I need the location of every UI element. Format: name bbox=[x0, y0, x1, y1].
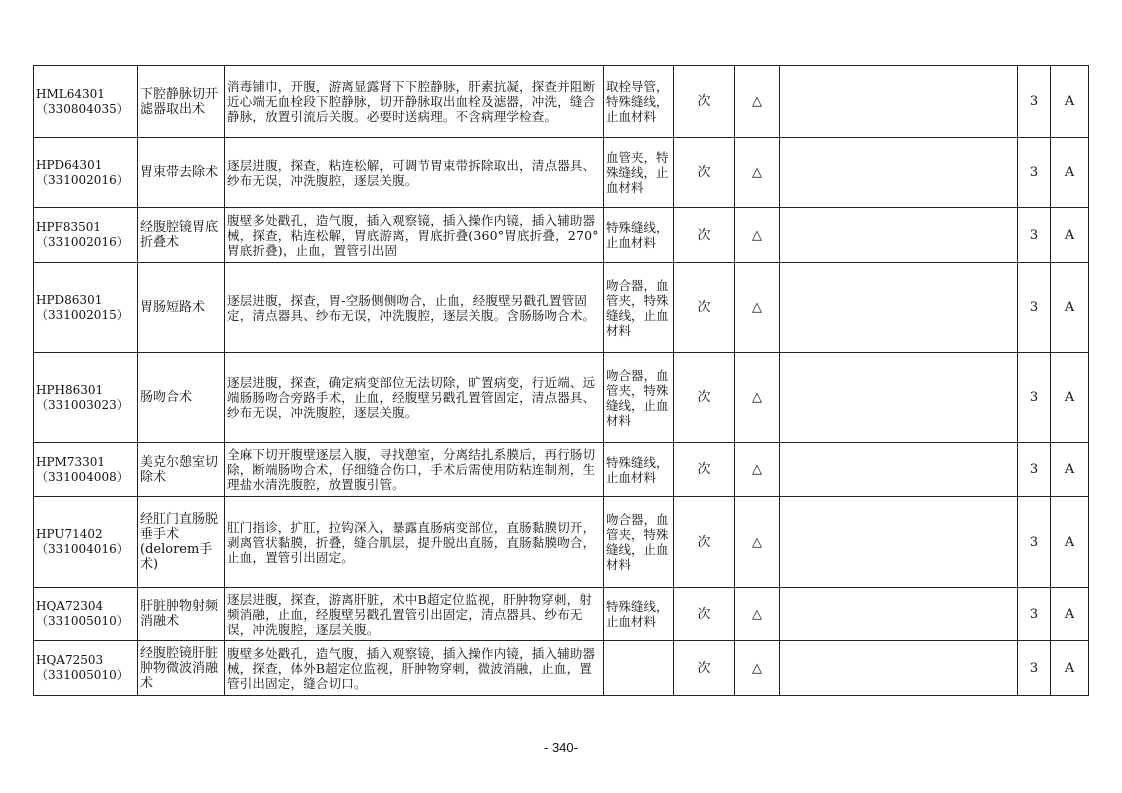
item-code-cell bbox=[34, 443, 138, 497]
unit: 次 bbox=[674, 588, 735, 641]
item-description: 腹壁多处戳孔，造气腹，插入观察镜，插入操作内镜，插入辅助器械，探查，体外B超定位监视，肝肿物穿刺，微波消融，止血，置管引出固定，缝合切口。 bbox=[225, 641, 604, 696]
item-description: 腹壁多处戳孔，造气腹，插入观察镜，插入操作内镜，插入辅助器械，探查，粘连松解，胃底游离，胃底折叠(360°胃底折叠，270°胃底折叠)，止血，置管引出固 bbox=[225, 208, 604, 263]
item-name: 胃肠短路术 bbox=[138, 263, 225, 353]
excluded-materials: 血管夹，特殊缝线，止血材料 bbox=[604, 138, 674, 208]
unit: 次 bbox=[674, 641, 735, 696]
notes-cell bbox=[780, 66, 1018, 138]
excluded-materials bbox=[604, 641, 674, 696]
notes-cell bbox=[780, 138, 1018, 208]
item-description: 逐层进腹，探查，胃-空肠侧侧吻合，止血，经腹壁另戳孔置管固定，清点器具、纱布无误，冲洗腹腔，逐层关腹。含肠肠吻合术。 bbox=[225, 263, 604, 353]
excluded-materials: 吻合器，血管夹，特殊缝线，止血材料 bbox=[604, 353, 674, 443]
unit: 次 bbox=[674, 497, 735, 588]
legacy-code: （331002015） bbox=[36, 307, 129, 322]
item-code: HPH86301 bbox=[36, 382, 104, 397]
legacy-code: （331004016） bbox=[36, 542, 129, 556]
item-code-cell bbox=[34, 66, 138, 138]
class-letter: A bbox=[1051, 497, 1089, 588]
item-code: HPU71402 bbox=[36, 527, 103, 541]
legacy-code: （331002016） bbox=[36, 235, 129, 249]
item-code: HQA72304 bbox=[36, 599, 104, 613]
excluded-materials: 特殊缝线，止血材料 bbox=[604, 208, 674, 263]
table-row bbox=[34, 443, 1089, 497]
unit: 次 bbox=[674, 263, 735, 353]
excluded-materials: 取栓导管，特殊缝线，止血材料 bbox=[604, 66, 674, 138]
triangle-mark: △ bbox=[735, 443, 780, 497]
level-number: 3 bbox=[1018, 641, 1051, 696]
item-description: 全麻下切开腹壁逐层入腹，寻找憩室，分离结扎系膜后，再行肠切除，断端肠吻合术，仔细缝合伤口，手术后需使用防粘连制剂，生理盐水清洗腹腔，放置腹引管。 bbox=[225, 443, 604, 497]
notes-cell bbox=[780, 208, 1018, 263]
item-name: 经肛门直肠脱垂手术(delorem手术) bbox=[138, 497, 225, 588]
legacy-code: （331005010） bbox=[36, 614, 129, 628]
class-letter: A bbox=[1051, 588, 1089, 641]
item-code: HPM73301 bbox=[36, 454, 105, 469]
page-number: - 340- bbox=[544, 740, 578, 755]
level-number: 3 bbox=[1018, 66, 1051, 138]
fee-table bbox=[33, 65, 1089, 696]
unit: 次 bbox=[674, 353, 735, 443]
class-letter: A bbox=[1051, 353, 1089, 443]
legacy-code: （331003023） bbox=[36, 397, 129, 412]
class-letter: A bbox=[1051, 66, 1089, 138]
class-letter: A bbox=[1051, 263, 1089, 353]
item-description: 逐层进腹，探查，粘连松解，可调节胃束带拆除取出，清点器具、纱布无误，冲洗腹腔，逐层关腹。 bbox=[225, 138, 604, 208]
item-name: 肝脏肿物射频消融术 bbox=[138, 588, 225, 641]
legacy-code: （331002016） bbox=[36, 172, 129, 187]
notes-cell bbox=[780, 497, 1018, 588]
table-row bbox=[34, 588, 1089, 641]
excluded-materials: 特殊缝线，止血材料 bbox=[604, 443, 674, 497]
item-code: HML64301 bbox=[36, 86, 105, 101]
item-name: 经腹腔镜肝脏肿物微波消融术 bbox=[138, 641, 225, 696]
item-name: 美克尔憩室切除术 bbox=[138, 443, 225, 497]
class-letter: A bbox=[1051, 138, 1089, 208]
item-code: HQA72503 bbox=[36, 653, 104, 667]
triangle-mark: △ bbox=[735, 588, 780, 641]
item-name: 经腹腔镜胃底折叠术 bbox=[138, 208, 225, 263]
table-row bbox=[34, 208, 1089, 263]
triangle-mark: △ bbox=[735, 208, 780, 263]
item-name: 肠吻合术 bbox=[138, 353, 225, 443]
excluded-materials: 吻合器，血管夹，特殊缝线，止血材料 bbox=[604, 497, 674, 588]
level-number: 3 bbox=[1018, 263, 1051, 353]
notes-cell bbox=[780, 443, 1018, 497]
level-number: 3 bbox=[1018, 353, 1051, 443]
class-letter: A bbox=[1051, 208, 1089, 263]
table-row bbox=[34, 66, 1089, 138]
item-description: 逐层进腹，探查，确定病变部位无法切除，旷置病变，行近端、远端肠肠吻合旁路手术，止血，经腹壁另戳孔置管固定，清点器具、纱布无误，冲洗腹腔，逐层关腹。 bbox=[225, 353, 604, 443]
item-code-cell bbox=[34, 588, 138, 641]
level-number: 3 bbox=[1018, 138, 1051, 208]
legacy-code: （330804035） bbox=[36, 101, 129, 116]
item-name: 下腔静脉切开滤器取出术 bbox=[138, 66, 225, 138]
triangle-mark: △ bbox=[735, 263, 780, 353]
unit: 次 bbox=[674, 138, 735, 208]
table-row bbox=[34, 138, 1089, 208]
triangle-mark: △ bbox=[735, 66, 780, 138]
item-code: HPF83501 bbox=[36, 220, 102, 234]
excluded-materials: 吻合器，血管夹，特殊缝线，止血材料 bbox=[604, 263, 674, 353]
item-code: HPD64301 bbox=[36, 157, 103, 172]
level-number: 3 bbox=[1018, 588, 1051, 641]
item-description: 消毒铺巾，开腹，游离显露肾下下腔静脉，肝素抗凝，探查并阻断近心端无血栓段下腔静脉，切开静脉取出血栓及滤器，冲洗，缝合静脉，放置引流后关腹。必要时送病理。不含病理学检查。 bbox=[225, 66, 604, 138]
triangle-mark: △ bbox=[735, 497, 780, 588]
level-number: 3 bbox=[1018, 497, 1051, 588]
class-letter: A bbox=[1051, 641, 1089, 696]
item-code-cell bbox=[34, 497, 138, 588]
table-row bbox=[34, 497, 1089, 588]
triangle-mark: △ bbox=[735, 353, 780, 443]
level-number: 3 bbox=[1018, 208, 1051, 263]
level-number: 3 bbox=[1018, 443, 1051, 497]
notes-cell bbox=[780, 353, 1018, 443]
item-description: 逐层进腹，探查，游离肝脏，术中B超定位监视，肝肿物穿刺，射频消融，止血，经腹壁另戳孔置管引出固定，清点器具、纱布无误，冲洗腹腔，逐层关腹。 bbox=[225, 588, 604, 641]
item-code: HPD86301 bbox=[36, 292, 103, 307]
item-code-cell bbox=[34, 641, 138, 696]
unit: 次 bbox=[674, 66, 735, 138]
triangle-mark: △ bbox=[735, 138, 780, 208]
unit: 次 bbox=[674, 443, 735, 497]
triangle-mark: △ bbox=[735, 641, 780, 696]
table-row bbox=[34, 353, 1089, 443]
table-row bbox=[34, 263, 1089, 353]
notes-cell bbox=[780, 588, 1018, 641]
notes-cell bbox=[780, 641, 1018, 696]
item-code-cell bbox=[34, 353, 138, 443]
item-description: 肛门指诊，扩肛，拉钩深入，暴露直肠病变部位，直肠黏膜切开，剥离管状黏膜，折叠，缝合肌层，提升脱出直肠，直肠黏膜吻合，止血，置管引出固定。 bbox=[225, 497, 604, 588]
item-code-cell bbox=[34, 208, 138, 263]
excluded-materials: 特殊缝线，止血材料 bbox=[604, 588, 674, 641]
item-code-cell bbox=[34, 263, 138, 353]
legacy-code: （331005010） bbox=[36, 668, 129, 682]
legacy-code: （331004008） bbox=[36, 469, 129, 484]
notes-cell bbox=[780, 263, 1018, 353]
item-name: 胃束带去除术 bbox=[138, 138, 225, 208]
class-letter: A bbox=[1051, 443, 1089, 497]
item-code-cell bbox=[34, 138, 138, 208]
table-row bbox=[34, 641, 1089, 696]
unit: 次 bbox=[674, 208, 735, 263]
